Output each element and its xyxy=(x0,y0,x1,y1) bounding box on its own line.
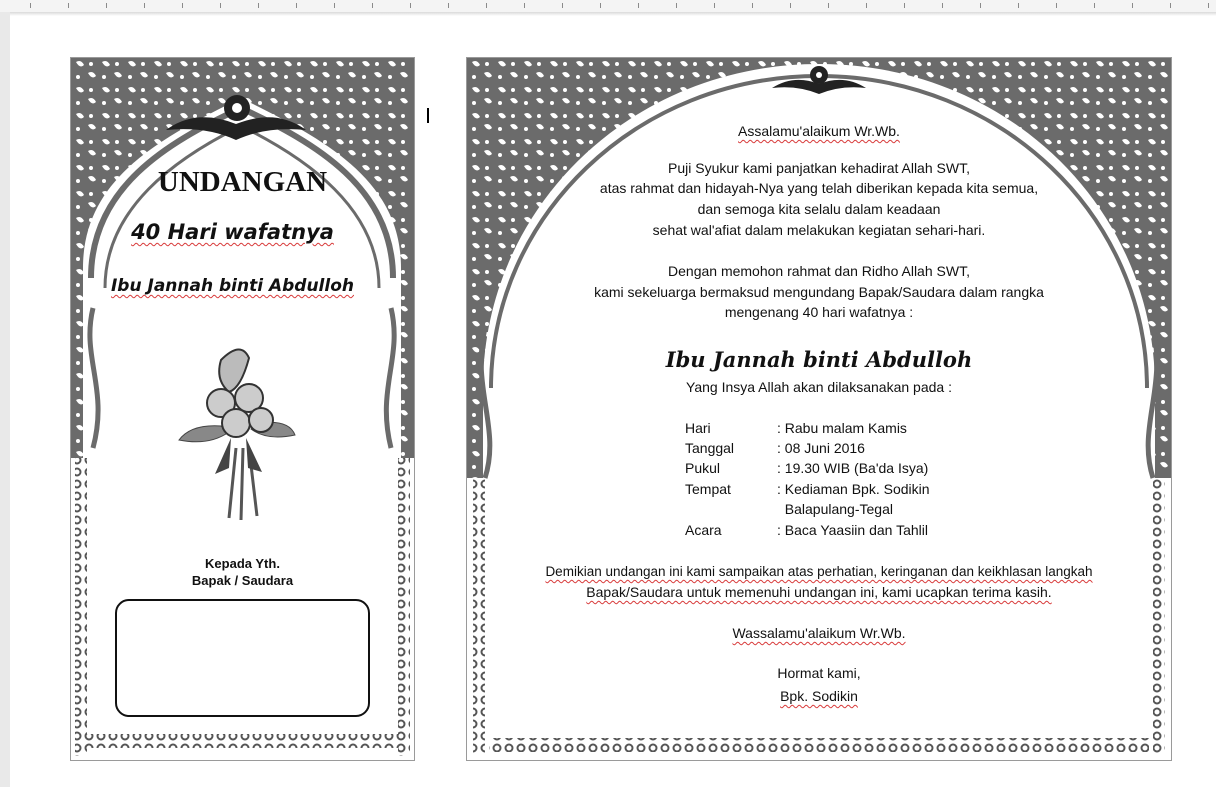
detail-value: : Baca Yaasiin dan Tahlil xyxy=(777,522,928,538)
ruler-tick xyxy=(1132,3,1133,8)
ruler-tick xyxy=(1094,3,1095,8)
detail-label: Hari xyxy=(685,420,711,436)
ruler-tick xyxy=(448,3,449,8)
ruler-tick xyxy=(1208,3,1209,8)
para2-line-1: Dengan memohon rahmat dan Ridho Allah SWT, xyxy=(668,263,970,279)
ruler-tick xyxy=(638,3,639,8)
greeting xyxy=(467,123,1171,139)
event-intro: Yang Insya Allah akan dilaksanakan pada : xyxy=(686,379,952,395)
detail-label: Tempat xyxy=(685,481,731,497)
ruler-tick xyxy=(410,3,411,8)
detail-value: : Kediaman Bpk. Sodikin xyxy=(777,481,930,497)
recipient-line-2: Bapak / Saudara xyxy=(191,573,294,588)
detail-value: Balapulang-Tegal xyxy=(777,501,893,517)
ruler-tick xyxy=(296,3,297,8)
text-cursor xyxy=(427,108,429,123)
invitation-cover-card xyxy=(70,57,415,761)
cover-subtitle xyxy=(71,220,394,244)
ruler-tick xyxy=(372,3,373,8)
ruler-tick xyxy=(790,3,791,8)
detail-row-place-cont xyxy=(685,501,893,517)
detail-value: : 08 Juni 2016 xyxy=(777,440,865,456)
greeting-text: Assalamu'alaikum Wr.Wb. xyxy=(738,123,900,139)
para1-line-2: atas rahmat dan hidayah-Nya yang telah diberikan kepada kita semua, xyxy=(599,180,1039,196)
detail-label: Tanggal xyxy=(685,440,735,456)
closing-line-2-text: Bapak/Saudara untuk memenuhi undangan ini, kami ucapkan terima kasih. xyxy=(586,584,1052,600)
ruler-tick xyxy=(1018,3,1019,8)
ruler-tick xyxy=(752,3,753,8)
farewell-text: Wassalamu'alaikum Wr.Wb. xyxy=(732,625,906,641)
ruler-tick xyxy=(942,3,943,8)
detail-row-time xyxy=(685,460,928,476)
ruler-tick xyxy=(600,3,601,8)
ruler-tick xyxy=(106,3,107,8)
detail-value: : 19.30 WIB (Ba'da Isya) xyxy=(777,460,929,476)
cover-deceased-name-text: Ibu Jannah binti Abdulloh xyxy=(110,276,354,296)
ruler-tick xyxy=(562,3,563,8)
detail-value: : Rabu malam Kamis xyxy=(777,420,907,436)
sign-line-1: Hormat kami, xyxy=(777,665,861,681)
detail-label: Pukul xyxy=(685,460,721,476)
page-margin xyxy=(0,12,10,787)
ruler-tick xyxy=(182,3,183,8)
ruler-tick xyxy=(334,3,335,8)
farewell xyxy=(467,625,1171,641)
ruler-tick xyxy=(524,3,525,8)
detail-label: Acara xyxy=(685,522,722,538)
ruler-tick xyxy=(676,3,677,8)
ruler-tick xyxy=(1170,3,1171,8)
ruler-tick xyxy=(220,3,221,8)
ruler-tick xyxy=(258,3,259,8)
cover-deceased-name xyxy=(71,276,394,296)
sign-line-2-text: Bpk. Sodikin xyxy=(780,688,858,704)
ruler-tick xyxy=(866,3,867,8)
closing-line-2 xyxy=(467,584,1171,600)
ruler-tick xyxy=(144,3,145,8)
top-flourish-icon xyxy=(772,66,866,94)
page-top-shadow xyxy=(10,12,1216,16)
ruler-tick xyxy=(980,3,981,8)
detail-row-date xyxy=(685,440,865,456)
ruler-tick xyxy=(1056,3,1057,8)
para2-line-2: kami sekeluarga bermaksud mengundang Bapak/Saudara dalam rangka xyxy=(594,284,1044,300)
cover-title: UNDANGAN xyxy=(157,166,328,198)
ruler-tick xyxy=(68,3,69,8)
ruler-tick xyxy=(904,3,905,8)
closing-line-1-text: Demikian undangan ini kami sampaikan atas perhatian, keringanan dan keikhlasan langkah xyxy=(545,564,1093,579)
ruler-tick xyxy=(486,3,487,8)
address-box[interactable] xyxy=(115,599,370,717)
detail-row-day xyxy=(685,420,907,436)
detail-row-place xyxy=(685,481,930,497)
ruler-tick xyxy=(30,3,31,8)
ruler-tick xyxy=(714,3,715,8)
invitation-content-card xyxy=(466,57,1172,761)
para2-line-3: mengenang 40 hari wafatnya : xyxy=(724,304,914,320)
para1-line-1: Puji Syukur kami panjatkan kehadirat Allah SWT, xyxy=(668,160,970,176)
para1-line-3: dan semoga kita selalu dalam keadaan xyxy=(697,201,941,217)
para1-line-4: sehat wal'afiat dalam melakukan kegiatan sehari-hari. xyxy=(652,222,986,238)
deceased-name: Ibu Jannah binti Abdulloh xyxy=(665,347,973,372)
cover-subtitle-text: 40 Hari wafatnya xyxy=(131,220,334,244)
recipient-line-1: Kepada Yth. xyxy=(205,556,280,571)
sign-line-2 xyxy=(467,688,1171,704)
detail-row-event xyxy=(685,522,928,538)
ruler-tick xyxy=(828,3,829,8)
bouquet-icon xyxy=(179,349,295,520)
closing-line-1 xyxy=(467,564,1171,579)
